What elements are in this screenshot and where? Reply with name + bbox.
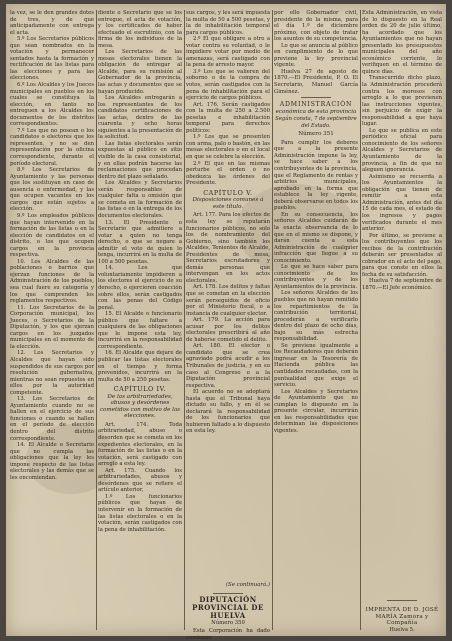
chapter-subtitle: Disposiciones comunes á este título. — [192, 197, 264, 210]
signature-line: Huelva 7 de septiembre de 1870.—El Jefe económico. — [362, 278, 442, 291]
paragraph: Art. 179. La acción para acusar por los delitos electorales prescribirá al año de haberse cometido el delito. — [186, 317, 270, 343]
signature-line: Huelva 27 de agosto de 1870.—El Presidente, P. O. El Secretario, Manuel García Giménez. — [274, 68, 358, 95]
paragraph: Para cumplir los deberes que a la presente Administración impone la ley, se hace saber a los contribuyentes de la provincia, que el Reglamento de rentas y arbitrios municipales, aprobado en la forma que establece la ley vigente, deberá observarse en todos los pueblos. — [274, 139, 358, 212]
section-subheading: económica de esta provincia — [275, 108, 357, 115]
paragraph: Lo que se publica en este periódico oficial para conocimiento de los señores Alcaldes y Secretarios de Ayuntamiento de la provincia, a fin de que no aleguen ignorancia. — [362, 127, 442, 174]
paragraph: Esta Corporación ha dado comienzo — [186, 628, 270, 641]
newspaper-page — [6, 4, 446, 641]
paragraph: Las listas electorales serán expuestas al público en sitio visible de la casa consistorial, y en ellas podrán hacerse las reclamaciones que procedan dentro del plazo señalado. — [98, 140, 182, 180]
column-5 — [362, 10, 442, 633]
paragraph: por ello Gobernador civil, presidente de la misma, para el día 1.º de diciembre próximo, con objeto de tratar los asuntos de su competencia. — [274, 10, 358, 43]
paragraph: 6.º Los Alcaldes y los Jueces municipales en pueblos en los cuales se constituya la elección, en tanto no entreguen a los Alcaldes los documentos de los distritos correspondientes. — [10, 82, 94, 128]
paragraph: 11. Los Secretarios de la Corporación municipal, los Jueces, o Secretarios de la Diputación, y los que ejerzan cargos en los juzgados municipales en el momento de la elección. — [10, 304, 94, 350]
paragraph: 5.º Los Secretarios públicos que sean nombrados en la votación y permanecer sentados hasta la formación y rectificación de las listas para las elecciones y para las elecciones. — [10, 36, 94, 82]
section-heading: DIPUTACIÓN PROVINCIAL DE HUELVA — [192, 594, 264, 620]
paragraph: Los Alcaldes y Secretarios serán responsables de cualquier falta u omisión que se cometa en la formación de las listas o en la entrega de los documentos electorales. — [98, 180, 182, 219]
column-1 — [10, 10, 94, 630]
paragraph: Se previene igualmente a los Recaudadores que deberán ingresar en la Tesorería de Hacienda pública las cantidades recaudadas, con la puntualidad que exige el servicio. — [274, 342, 358, 389]
section-divider — [301, 97, 331, 98]
paragraph: 13. Los Secretarios de Ayuntamiento cuando no se hallen en el ejercicio de sus funciones o cuando se hallen en el período de elección dentro del distrito correspondiente. — [10, 396, 94, 442]
column-5-body — [362, 10, 442, 598]
paragraph: Art. 177. Para los efectos de esta ley se reputarán funcionarios públicos, no solo los de nombramiento del Gobierno, sino también los Alcaldes, Tenientes de Alcalde, Presidentes de mesa, Secretarios escrutadores y demás personas que intervengan en los actos electorales. — [186, 212, 270, 284]
imprint-line: IMPRENTA DE D. JOSÉ MARÍA Zamora y Compañía — [365, 607, 439, 627]
paragraph: 2.º El que obligare a otro a votar contra su voluntad, o le impidiere votar por medio de amenazas, será castigado con la pena de arresto mayor. — [186, 36, 270, 69]
paragraph: 13. El Presidente o Secretario que admitiere a votar a quien no tenga derecho, o que se negare a admitir el voto de quien lo tenga, incurrirá en la multa de 100 a 500 pesetas. — [98, 219, 182, 265]
column-rule — [96, 10, 97, 630]
paragraph: 1.º Los funcionarios públicos que hayan de intervenir en la formación de las listas electorales o en la votación, serán castigados con la pena de inhabilitación. — [98, 493, 182, 533]
paragraph: 14. Los que voluntariamente impidieren a los electores el ejercicio de su derecho, o ejercieren coacción sobre ellos, serán castigados con las penas del Código penal. — [98, 265, 182, 311]
imprint-line-2: Huelva 5. — [389, 626, 415, 633]
paragraph: 2.º El que en las mismas perturbe el orden o no obedezca las órdenes del Presidente. — [186, 160, 270, 187]
paragraph: El acuerdo no se adoptará hasta que el Tribunal haya dictado su fallo, y en él se declarará la responsabilidad de los funcionarios que hubieren faltado a lo dispuesto en esta ley. — [186, 389, 270, 435]
paragraph: Los señores Alcaldes de los pueblos que no hayan remitido los repartimientos de la contribución territorial, procederán a verificarlo dentro del plazo de ocho días, bajo su más estrecha responsabilidad. — [274, 290, 358, 343]
paragraph: Art. 175. Cuando los arbitrariedades, abusos y desórdenes que se refiere el artículo anterior, — [98, 467, 182, 494]
chapter-subtitle: De las arbitrariedades, abusos y desórdenes cometidos con motivo de las elecciones. — [99, 393, 181, 420]
column-4 — [274, 10, 358, 630]
paragraph: 12. Los Secretarios y Alcaldes que hayan sido suspendidos de sus cargos por resolución gubernativa, mientras no sean repuestos en ellos por la autoridad competente. — [10, 350, 94, 396]
column-rule — [360, 10, 361, 630]
continued-note: (Se continuará.) — [225, 582, 270, 588]
section-heading: ADMINISTRACIÓN — [279, 101, 353, 109]
paragraph: Asimismo se recuerda a los Ayuntamientos la obligación que tienen de remitir a esta Administración, antes del día 15 de cada mes, el estado de los ingresos y pagos verificados durante el mes anterior. — [362, 173, 442, 233]
notice-number: Número 351 — [298, 131, 334, 138]
paragraph: Los Alcaldes entregarán a los representantes de los candidatos certificaciones de las actas, dentro de las cuarenta y ocho horas siguientes a la presentación de la solicitud. — [98, 95, 182, 141]
column-2 — [98, 10, 182, 630]
paragraph: 1.º Los que se presenten con arma, palo o bastón, en las mesas electorales o en el local en que se celebre la elección. — [186, 134, 270, 161]
paragraph: Por último, se previene a los contribuyentes que los recibos de la contribución deberán ser presentados al cobrador en el acto del pago, para que conste en ellos la fecha de su satisfacción. — [362, 232, 442, 278]
chapter-heading: CAPÍTULO IV. — [113, 385, 167, 394]
section-divider — [213, 593, 243, 594]
paragraph: En su consecuencia, los señores Alcaldes cuidarán de la exacta observancia de lo que en el mismo se dispone, y darán cuenta a esta Administración de cualquier infracción que llegue a su conocimiento. — [274, 211, 358, 264]
paragraph: 16. El Alcalde que dejare de publicar las listas electorales en el tiempo y forma prevenidos, incurrirá en la multa de 50 a 250 pesetas. — [98, 350, 182, 383]
paragraph: Los Alcaldes y Secretarios de Ayuntamiento que no cumplan lo dispuesto en la presente circular, incurrirán en las responsabilidades que determinan las disposiciones vigentes. — [274, 388, 358, 434]
paragraph: Art. 178. Los delitos y faltas que se cometan en la elección serán perseguidos de oficio por el Ministerio fiscal, o a instancia de cualquier elector. — [186, 284, 270, 317]
imprint-divider — [387, 600, 417, 601]
section-number: Número 350 — [211, 619, 245, 626]
paragraph: 9.º Los empleados públicos que hayan intervenido en la formación de las listas o en la elección de candidatos en el distrito, o los que ocupen cargos en la provincia respectiva. — [10, 212, 94, 259]
column-rule — [272, 10, 273, 630]
column-rule — [184, 10, 185, 630]
column-3 — [186, 10, 270, 641]
paragraph: Art. 174. Toda arbitrariedad, abuso o desorden que se cometa en los expedientes electorales, en la formación de las listas o en la votación, será castigado con arreglo a esta ley. — [98, 421, 182, 468]
paragraph: Transcurrido dicho plazo, la Administración procederá contra los morosos con arreglo a lo que previenen las instrucciones vigentes, sin perjuicio de exigir la responsabilidad a que haya lugar. — [362, 75, 442, 128]
paragraph: 14. El Alcalde o Secretario que no cumpla las obligaciones que la ley les impone respecto de las listas electorales y las demás que se les encomiendan. — [10, 442, 94, 481]
paragraph: Los Secretarios de las mesas electorales tienen la obligación de entregar al Alcalde, para su remisión al Gobernador de la provincia, las actas y documentos que se hayan producido. — [98, 49, 182, 95]
paragraph: Art. 176. Serán castigados con la multa de 250 a 2.500 pesetas e inhabilitación temporal para derechos políticos: — [186, 101, 270, 134]
column-3-body — [186, 10, 270, 580]
paragraph: la vez, se le den grandes dotes de tres, y de que anticipadamente con entrega el acta. — [10, 10, 94, 36]
paragraph: 3.º Los que se valieren del soborno o de la compra de votos, serán castigados con la pena de inhabilitación para el ejercicio de cargos públicos. — [186, 68, 270, 102]
paragraph: 8.º Los Secretarios de Ayuntamiento y las personas que los sustituyan en caso de ausencia o enfermedad, y las que ocupen vacantes en los cargos que están sujetos a elección. — [10, 167, 94, 213]
paragraph: sus cargos, y les será impuesta la multa de 50 a 500 pesetas, y la de inhabilitación temporal para cargos públicos. — [186, 10, 270, 36]
paragraph: 10. Los Alcaldes de las poblaciones o barrios que ejerzan funciones de la Administración de los pueblos, sea cual fuere su categoría y los que comprenden los reglamentos respectivos. — [10, 258, 94, 305]
paragraph: 7.º Los que no posean o los candidatos o electores que los representen, y no se den representación por la oficina correspondiente, durante el período electoral. — [10, 127, 94, 167]
paragraph: Lo que se hace saber para conocimiento de los contribuyentes y de los Ayuntamientos de la provincia. — [274, 264, 358, 290]
paragraph: Art. 180. El elector o candidato que se crea agraviado podrá acudir a los Tribunales de justicia, y en su caso al Congreso o a la Diputación provincial respectiva. — [186, 343, 270, 389]
paragraph: Lo que se anuncia al público en cumplimiento de lo que previene la ley provincial vigente. — [274, 42, 358, 69]
paragraph: 15. El Alcalde o funcionario público que faltare a cualquiera de las obligaciones que le impone esta ley, incurrirá en la responsabilidad correspondiente. — [98, 311, 182, 350]
chapter-heading: CAPÍTULO V. — [203, 188, 253, 197]
paragraph: Esta Administración, en vista de lo dispuesto en la Real orden de 20 de julio último, ha acordado que los Ayuntamientos que no hayan presentado los presupuestos municipales del año económico corriente, lo verifiquen en el término de quince días. — [362, 10, 442, 75]
publication-note: Según consta, 7 de septiembre del Estado. — [275, 116, 357, 129]
paragraph: diente o Secretario que se los entregue, el acta de votación, y los certificados de haber efectuado el escrutinio, con la firma de los individuos de la mesa. — [98, 10, 182, 49]
